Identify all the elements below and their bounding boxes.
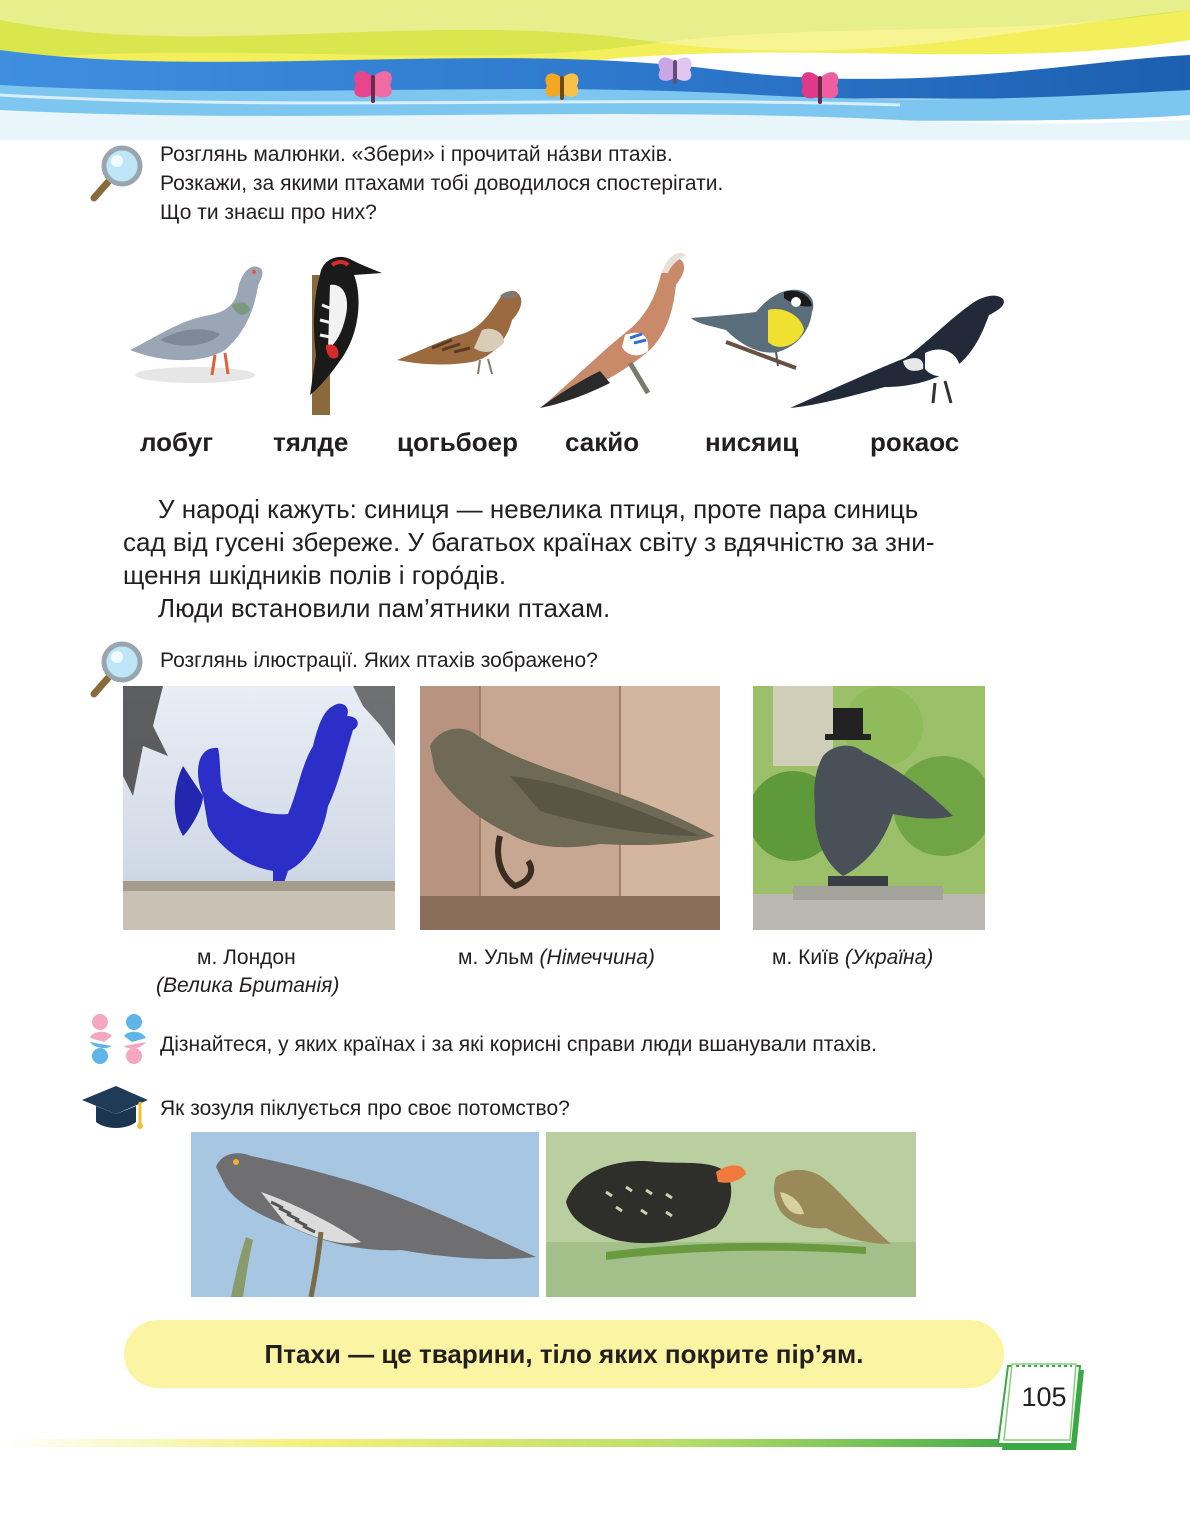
- bird-name-3: цогьбоер: [397, 427, 518, 457]
- kyiv-crow-photo: [753, 686, 985, 930]
- paragraph-line2: сад від гусені збереже. У багатьох країнах світу з вдячністю за зни-: [123, 527, 935, 557]
- paragraph-line4: Люди встановили пам’ятники птахам.: [158, 593, 611, 623]
- magenta-butterfly-icon: [798, 66, 842, 114]
- caption-london-country: (Велика Британія): [156, 974, 340, 997]
- caption-kyiv: [772, 944, 933, 972]
- bird-name-6: рокаос: [870, 427, 960, 457]
- task1-line1: Розглянь малюнки. «Збери» і прочитай на́зви птахів.: [160, 143, 673, 166]
- magpie-illustration: [785, 283, 1010, 413]
- caption-kyiv-country: (Україна): [844, 946, 934, 969]
- woodpecker-illustration: [282, 245, 392, 415]
- page-number: 105: [1021, 1382, 1067, 1412]
- task1-line2: Розкажи, за якими птахами тобі доводилося спостерігати.: [160, 172, 724, 195]
- cuckoo-chick-photo: [546, 1132, 916, 1297]
- caption-ulm-country: (Німеччина): [539, 946, 655, 969]
- caption-ulm-city: м. Ульм: [458, 946, 534, 969]
- paragraph-line3: щення шкідників полів і горо́дів.: [123, 560, 507, 590]
- paragraph-titmouse: [123, 493, 1023, 625]
- jay-illustration: [530, 243, 690, 413]
- summary-text: Птахи — це тварини, тіло яких покрите пір’ям.: [264, 1339, 864, 1369]
- pink-butterfly-icon: [350, 65, 396, 115]
- sparrow-illustration: [392, 270, 532, 380]
- bird-name-5: нисяиц: [705, 427, 799, 457]
- question-text: Як зозуля піклується про своє потомство?: [160, 1097, 570, 1120]
- cuckoo-photo: [191, 1132, 539, 1297]
- task1-line3: Що ти знаєш про них?: [160, 201, 377, 224]
- group-task-text: Дізнайтеся, у яких країнах і за які корисні справи люди вшанували птахів.: [160, 1033, 877, 1056]
- lilac-butterfly-icon: [655, 52, 695, 94]
- caption-ulm: [458, 944, 655, 972]
- group-work-icon: [84, 1008, 150, 1070]
- caption-london-city: м. Лондон: [197, 946, 296, 969]
- task1-instructions: [160, 140, 880, 227]
- paragraph-line1: У народі кажуть: синиця — невелика птиця, проте пара синиць: [158, 494, 919, 524]
- graduation-cap-icon: [80, 1084, 150, 1134]
- orange-butterfly-icon: [542, 68, 582, 108]
- pigeon-illustration: [120, 250, 270, 390]
- caption-london: [156, 944, 376, 1000]
- london-rooster-photo: [123, 686, 395, 930]
- bird-name-2: тялде: [273, 427, 349, 457]
- header-wave-decoration: [0, 0, 1190, 140]
- ulm-sparrow-photo: [420, 686, 720, 930]
- caption-kyiv-city: м. Київ: [772, 946, 840, 969]
- bird-name-1: лобуг: [140, 427, 214, 457]
- bird-name-4: сакйо: [565, 427, 640, 457]
- footer-gradient-line: [0, 1439, 1040, 1447]
- task2-instruction: Розглянь ілюстрації. Яких птахів зображено?: [160, 649, 598, 672]
- magnifier-icon: [88, 142, 148, 202]
